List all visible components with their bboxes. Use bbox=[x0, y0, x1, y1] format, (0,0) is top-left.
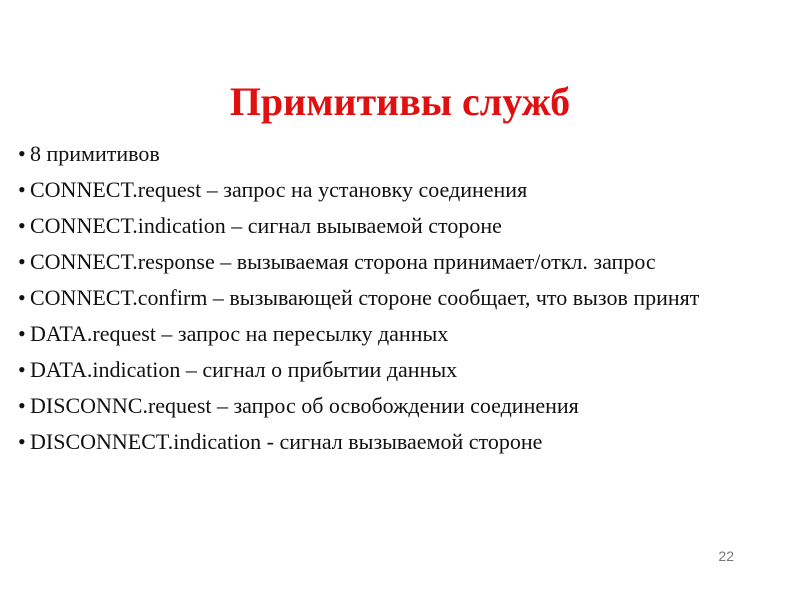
bullet-text: DISCONNECT.indication - сигнал вызываемой стороне bbox=[30, 429, 543, 454]
bullet-text: CONNECT.response – вызываемая сторона принимает/откл. запрос bbox=[30, 249, 656, 274]
bullet-item bbox=[18, 284, 793, 312]
bullet-dot-icon: • bbox=[18, 285, 26, 310]
bullet-text: DATA.request – запрос на пересылку данных bbox=[30, 321, 449, 346]
bullet-item bbox=[18, 392, 793, 420]
bullet-item bbox=[18, 356, 793, 384]
bullet-dot-icon: • bbox=[18, 249, 26, 274]
page-number: 22 bbox=[718, 548, 734, 564]
bullet-text: CONNECT.confirm – вызывающей стороне сообщает, что вызов принят bbox=[30, 285, 700, 310]
bullet-item bbox=[18, 248, 793, 276]
bullet-dot-icon: • bbox=[18, 213, 26, 238]
bullet-dot-icon: • bbox=[18, 177, 26, 202]
bullet-text: CONNECT.request – запрос на установку соединения bbox=[30, 177, 528, 202]
bullet-item bbox=[18, 176, 793, 204]
bullet-item bbox=[18, 428, 793, 456]
bullet-dot-icon: • bbox=[18, 357, 26, 382]
bullet-dot-icon: • bbox=[18, 393, 26, 418]
bullet-item bbox=[18, 212, 793, 240]
bullet-text: DATA.indication – сигнал о прибытии данных bbox=[30, 357, 458, 382]
bullet-dot-icon: • bbox=[18, 429, 26, 454]
bullet-list bbox=[18, 140, 793, 464]
bullet-text: DISCONNC.request – запрос об освобождении соединения bbox=[30, 393, 579, 418]
bullet-item bbox=[18, 320, 793, 348]
bullet-text: CONNECT.indication – сигнал выываемой стороне bbox=[30, 213, 502, 238]
bullet-text: 8 примитивов bbox=[30, 141, 160, 166]
bullet-dot-icon: • bbox=[18, 321, 26, 346]
bullet-item bbox=[18, 140, 793, 168]
bullet-dot-icon: • bbox=[18, 141, 26, 166]
slide-title: Примитивы служб bbox=[229, 79, 571, 124]
